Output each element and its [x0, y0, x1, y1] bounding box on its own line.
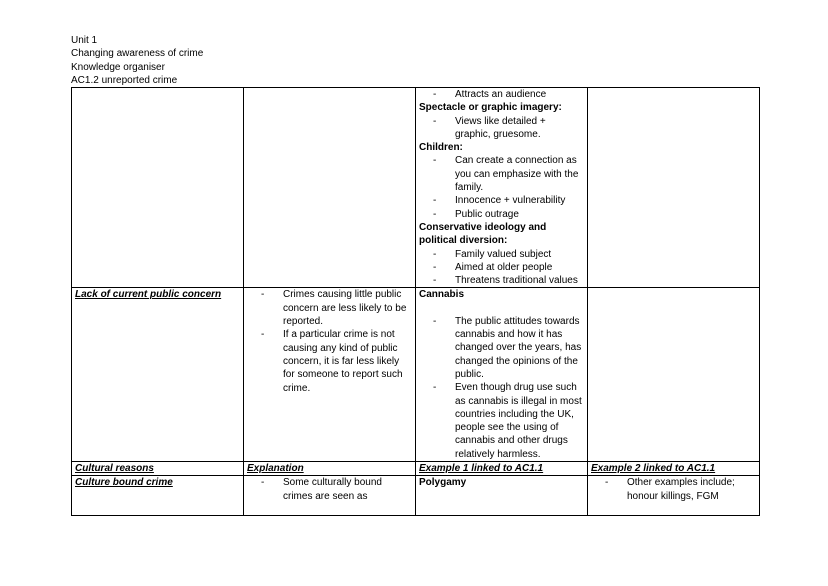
document-header — [71, 34, 203, 87]
polygamy-heading: Polygamy — [419, 477, 467, 489]
children-heading: Children: — [419, 142, 463, 154]
audience-list — [419, 88, 584, 101]
list-item: - Even though drug use such as cannabis is illegal in most countries including the UK, people see the using of cannabis and other drugs relatively harmless. — [433, 381, 584, 461]
list-item: - Other examples include; honour killings, FGM — [605, 476, 756, 503]
conservative-heading: Conservative ideology and political diversion: — [419, 221, 547, 247]
document-type: Knowledge organiser — [71, 61, 165, 73]
spectacle-list — [419, 115, 584, 142]
culture-bound-explanation — [247, 476, 412, 503]
public-concern-title: Lack of current public concern — [75, 289, 222, 301]
list-item: - Attracts an audience — [433, 88, 584, 101]
culture-bound-title: Culture bound crime — [75, 477, 173, 489]
row1-col1 — [72, 88, 244, 288]
table-row — [72, 476, 760, 516]
spectacle-heading: Spectacle or graphic imagery: — [419, 102, 562, 114]
table-header-row — [72, 462, 760, 476]
knowledge-organiser-table — [71, 87, 760, 516]
row1-col3 — [416, 88, 588, 288]
list-item: - The public attitudes towards cannabis and how it has changed over the years, has changed the opinions of the public. — [433, 315, 584, 381]
list-item: - Threatens traditional values — [433, 274, 584, 287]
list-item: - Family valued subject — [433, 248, 584, 261]
list-item: - Views like detailed + graphic, gruesome. — [433, 115, 584, 142]
row2-col4 — [588, 288, 760, 462]
list-item: - If a particular crime is not causing any kind of public concern, it is far less likely for someone to report such crime. — [261, 328, 412, 394]
cannabis-list — [419, 315, 584, 461]
row1-col4 — [588, 88, 760, 288]
conservative-list — [419, 248, 584, 288]
other-examples-list — [591, 476, 756, 503]
topic-title: Changing awareness of crime — [71, 48, 204, 60]
unit-label: Unit 1 — [71, 35, 98, 46]
table-row — [72, 288, 760, 462]
assessment-criteria: AC1.2 unreported crime — [71, 74, 178, 86]
column-header-example-1: Example 1 linked to AC1.1 — [419, 463, 544, 475]
column-header-explanation: Explanation — [247, 463, 304, 475]
row1-col2 — [244, 88, 416, 288]
cannabis-heading: Cannabis — [419, 289, 465, 301]
list-item: - Public outrage — [433, 208, 584, 221]
list-item: - Aimed at older people — [433, 261, 584, 274]
list-item: - Innocence + vulnerability — [433, 194, 584, 207]
list-item: - Crimes causing little public concern are less likely to be reported. — [261, 288, 412, 328]
public-concern-explanation — [247, 288, 412, 394]
column-header-example-2: Example 2 linked to AC1.1 — [591, 463, 716, 475]
table-row — [72, 88, 760, 288]
children-list — [419, 154, 584, 220]
column-header-cultural-reasons: Cultural reasons — [75, 463, 154, 475]
list-item: - Can create a connection as you can emphasize with the family. — [433, 154, 584, 194]
list-item: - Some culturally bound crimes are seen as — [261, 476, 412, 503]
